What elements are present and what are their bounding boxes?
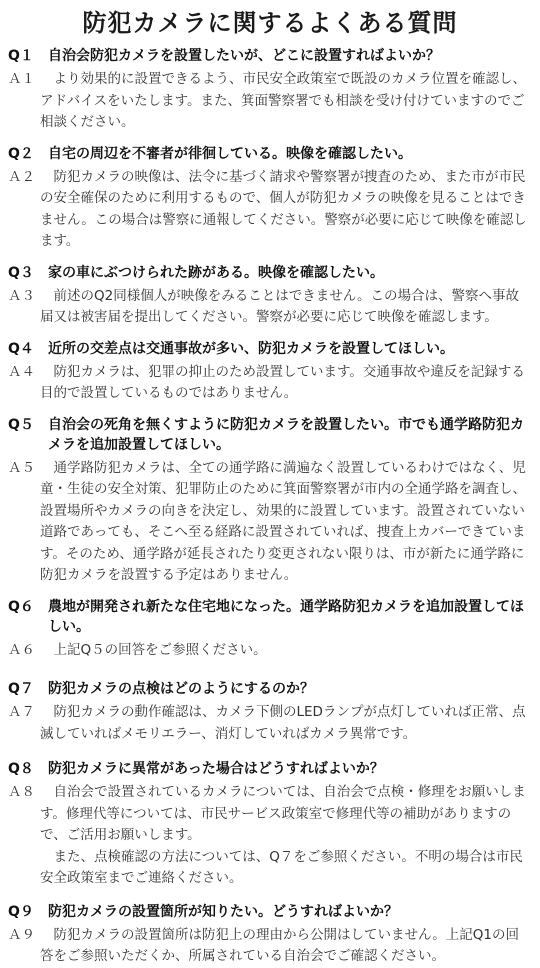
question-number: Q３ [8, 264, 34, 281]
question-text: 自治会の死角を無くすように防犯カメラを設置したい。市でも通学路防犯カメラを追加設置してほしい。 [48, 416, 524, 453]
question [8, 597, 532, 637]
answer [8, 362, 532, 405]
faq-item [8, 679, 532, 745]
faq-item [8, 415, 532, 587]
question-text: 家の車にぶつけられた跡がある。映像を確認したい。 [48, 264, 384, 281]
answer-paragraph: 防犯カメラの動作確認は、カメラ下側のLEDランプが点灯していれば正常、点滅していればメモリエラー、消灯していればカメラ異常です。 [40, 704, 526, 742]
faq-item [8, 902, 532, 968]
faq-item [8, 144, 532, 253]
answer [8, 640, 532, 662]
faq-item [8, 46, 532, 134]
question-number: Q８ [8, 761, 34, 777]
answer-number: Ａ２ [8, 168, 35, 185]
answer [8, 458, 532, 587]
answer-text [40, 925, 532, 968]
question-text: 防犯カメラの点検はどのようにするのか？ [48, 681, 314, 697]
answer [8, 286, 532, 329]
faq-item [8, 339, 532, 405]
question-number: Q７ [8, 681, 34, 697]
answer-paragraph: より効果的に設置できるよう、市民安全政策室で既設のカメラ位置を確認し、アドバイスをいたします。また、箕面警察署でも相談を受け付けていますのでご相談ください。 [40, 71, 526, 130]
answer-paragraph: 上記Q５の回答をご参照ください。 [53, 641, 267, 658]
answer-text [40, 458, 532, 587]
answer-text [40, 69, 532, 134]
answer-number: Ａ４ [8, 363, 35, 380]
faq-item [8, 759, 532, 890]
answer-text [40, 362, 532, 405]
answer [8, 167, 532, 253]
question-text: 農地が開発され新たな住宅地になった。通学路防犯カメラを追加設置してほしい。 [48, 598, 524, 635]
answer-text [40, 286, 532, 329]
answer-number: Ａ１ [8, 71, 35, 87]
answer-number: Ａ８ [8, 784, 35, 800]
answer-text [40, 782, 532, 890]
answer-text [40, 640, 532, 662]
question-number: Q１ [8, 48, 34, 64]
page-title: 防犯カメラに関するよくある質問 [82, 9, 458, 37]
answer-number: Ａ５ [8, 459, 35, 476]
question-number: Q６ [8, 598, 34, 615]
question [8, 902, 532, 922]
answer-paragraph: 前述のQ2同様個人が映像をみることはできません。この場合は、警察へ事故届又は被害届を提出してください。警察が必要に応じて映像を確認します。 [40, 287, 520, 325]
answer-text [40, 167, 532, 253]
answer [8, 925, 532, 968]
answer [8, 69, 532, 134]
question-number: Q９ [8, 903, 34, 920]
question-number: Q５ [8, 416, 34, 433]
question [8, 679, 532, 699]
question-text: 防犯カメラの設置箇所が知りたい。どうすればよいか？ [48, 903, 398, 920]
question [8, 415, 532, 455]
answer-number: Ａ７ [8, 704, 35, 720]
answer [8, 782, 532, 890]
question [8, 263, 532, 283]
answer-paragraph: また、点検確認の方法については、Q７をご参照ください。不明の場合は市民安全政策室までご連絡ください。 [40, 848, 523, 886]
answer-paragraph: 防犯カメラの設置箇所は防犯上の理由から公開はしていません。上記Q1の回答をご参照いただくか、所属されている自治会でご確認ください。 [40, 926, 520, 964]
question-text: 防犯カメラに異常があった場合はどうすればよいか？ [48, 761, 384, 777]
answer-number: Ａ６ [8, 641, 35, 658]
question-text: 自治会防犯カメラを設置したいが、どこに設置すればよいか？ [48, 48, 440, 64]
answer-paragraph: 自治会で設置されているカメラについては、自治会で点検・修理をお願いします。修理代等については、市民サービス政策室で修理代等の補助がありますので、ご活用お願いします。 [40, 784, 526, 843]
question [8, 144, 532, 164]
faq-item [8, 597, 532, 662]
faq-list [8, 46, 532, 968]
question [8, 759, 532, 779]
answer-paragraph: 防犯カメラの映像は、法令に基づく請求や警察署が捜査のため、また市が市民の安全確保のために利用するもので、個人が防犯カメラの映像を見ることはできません。この場合は警察に通報してください。警察が必要に応じて映像を確認します。 [40, 168, 527, 249]
question-number: Q２ [8, 145, 34, 162]
question [8, 339, 532, 359]
answer-number: Ａ９ [8, 926, 35, 943]
faq-item [8, 263, 532, 329]
answer [8, 702, 532, 745]
answer-number: Ａ３ [8, 287, 35, 304]
answer-paragraph: 通学路防犯カメラは、全ての通学路に満遍なく設置しているわけではなく、児童・生徒の安全対策、犯罪防止のために箕面警察署が市内の全通学路を調査し、設置場所やカメラの向きを決定し、効果的に設置しています。設置されていない道路であっても、そこへ至る経路に設置されていれば、捜査上カバーできています。そのため、通学路が延長されたり変更されない限りは、市が新たに通学路に防犯カメラを設置する予定はありません。 [40, 459, 526, 583]
answer-text [40, 702, 532, 745]
question-text: 自宅の周辺を不審者が徘徊している。映像を確認したい。 [48, 145, 412, 162]
question [8, 46, 532, 66]
question-number: Q４ [8, 340, 34, 357]
question-text: 近所の交差点は交通事故が多い、防犯カメラを設置してほしい。 [48, 340, 454, 357]
answer-paragraph: 防犯カメラは、犯罪の抑止のため設置しています。交通事故や違反を記録する目的で設置しているものではありません。 [40, 363, 525, 401]
